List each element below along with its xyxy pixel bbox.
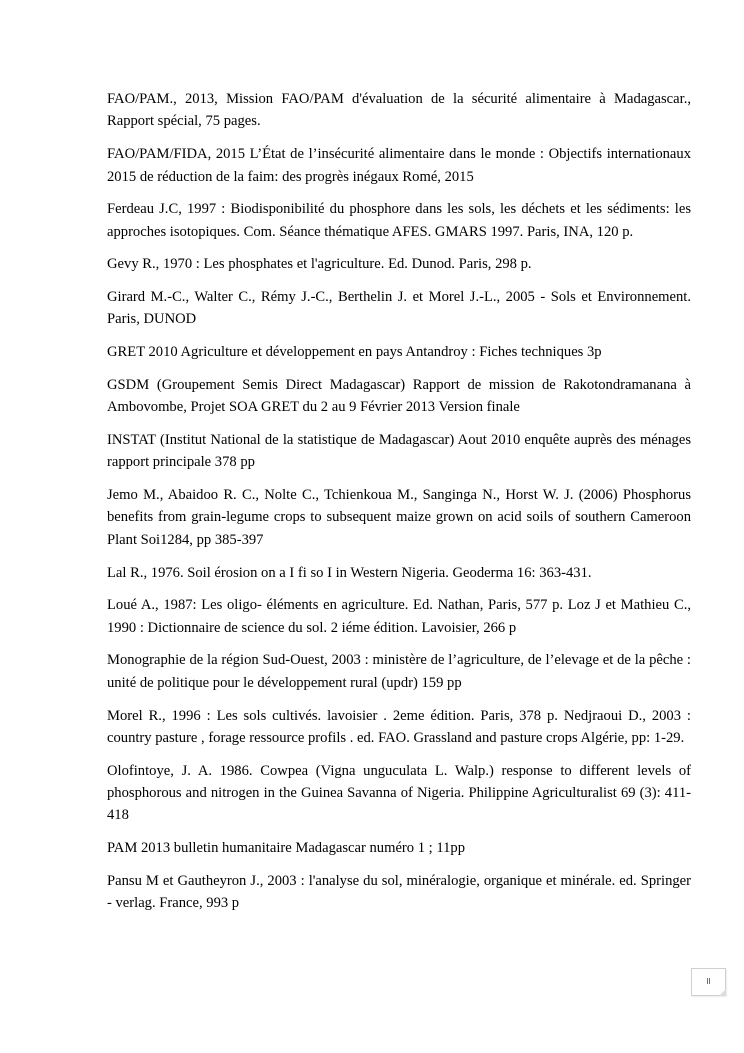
- reference-entry: Girard M.-C., Walter C., Rémy J.-C., Berthelin J. et Morel J.-L., 2005 - Sols et Environnement. Paris, DUNOD: [107, 289, 691, 328]
- reference-entry: Pansu M et Gautheyron J., 2003 : l'analyse du sol, minéralogie, organique et minérale. ed. Springer - verlag. France, 993 p: [107, 872, 691, 912]
- page-number: II: [706, 977, 711, 986]
- reference-entry: FAO/PAM., 2013, Mission FAO/PAM d'évaluation de la sécurité alimentaire à Madagascar., Rapport spécial, 75 pages.: [107, 91, 691, 130]
- reference-entry: Monographie de la région Sud-Ouest, 2003 : ministère de l’agriculture, de l’elevage et de la pêche : unité de politique pour le développement rural (updr) 159 pp: [107, 652, 691, 691]
- bibliography-list: [107, 88, 691, 925]
- reference-entry: Jemo M., Abaidoo R. C., Nolte C., Tchienkoua M., Sanginga N., Horst W. J. (2006) Phosphorus benefits from grain-legume crops to subsequent maize grown on acid soils of southern Cameroon Plant Soi1284, pp 385-397: [107, 487, 691, 548]
- reference-entry: Ferdeau J.C, 1997 : Biodisponibilité du phosphore dans les sols, les déchets et les sédiments: les approches isotopiques. Com. Séance thématique AFES. GMARS 1997. Paris, INA, 120 p.: [107, 201, 691, 240]
- reference-entry: GSDM (Groupement Semis Direct Madagascar) Rapport de mission de Rakotondramanana à Ambovombe, Projet SOA GRET du 2 au 9 Février 2013 Version finale: [107, 376, 691, 416]
- reference-entry: Lal R., 1976. Soil érosion on a I fi so I in Western Nigeria. Geoderma 16: 363-431.: [107, 564, 592, 581]
- reference-entry: GRET 2010 Agriculture et développement en pays Antandroy : Fiches techniques 3p: [107, 344, 602, 361]
- reference-entry: Loué A., 1987: Les oligo- éléments en agriculture. Ed. Nathan, Paris, 577 p. Loz J et Mathieu C., 1990 : Dictionnaire de science du sol. 2 iéme édition. Lavoisier, 266 p: [107, 597, 691, 636]
- reference-entry: FAO/PAM/FIDA, 2015 L’État de l’insécurité alimentaire dans le monde : Objectifs internationaux 2015 de réduction de la faim: des progrès inégaux Romé, 2015: [107, 146, 691, 185]
- page-number-box: [691, 968, 726, 996]
- reference-entry: PAM 2013 bulletin humanitaire Madagascar numéro 1 ; 11pp: [107, 840, 466, 857]
- reference-entry: Gevy R., 1970 : Les phosphates et l'agriculture. Ed. Dunod. Paris, 298 p.: [107, 256, 532, 273]
- reference-entry: Olofintoye, J. A. 1986. Cowpea (Vigna unguculata L. Walp.) response to different levels of phosphorous and nitrogen in the Guinea Savanna of Nigeria. Philippine Agriculturalist 69 (3): 411-418: [107, 762, 691, 824]
- reference-entry: Morel R., 1996 : Les sols cultivés. lavoisier . 2eme édition. Paris, 378 p. Nedjraoui D., 2003 : country pasture , forage ressource profils . ed. FAO. Grassland and pasture crops Algérie, pp: 1-29.: [107, 707, 691, 746]
- reference-entry: INSTAT (Institut National de la statistique de Madagascar) Aout 2010 enquête auprès des ménages rapport principale 378 pp: [107, 431, 691, 471]
